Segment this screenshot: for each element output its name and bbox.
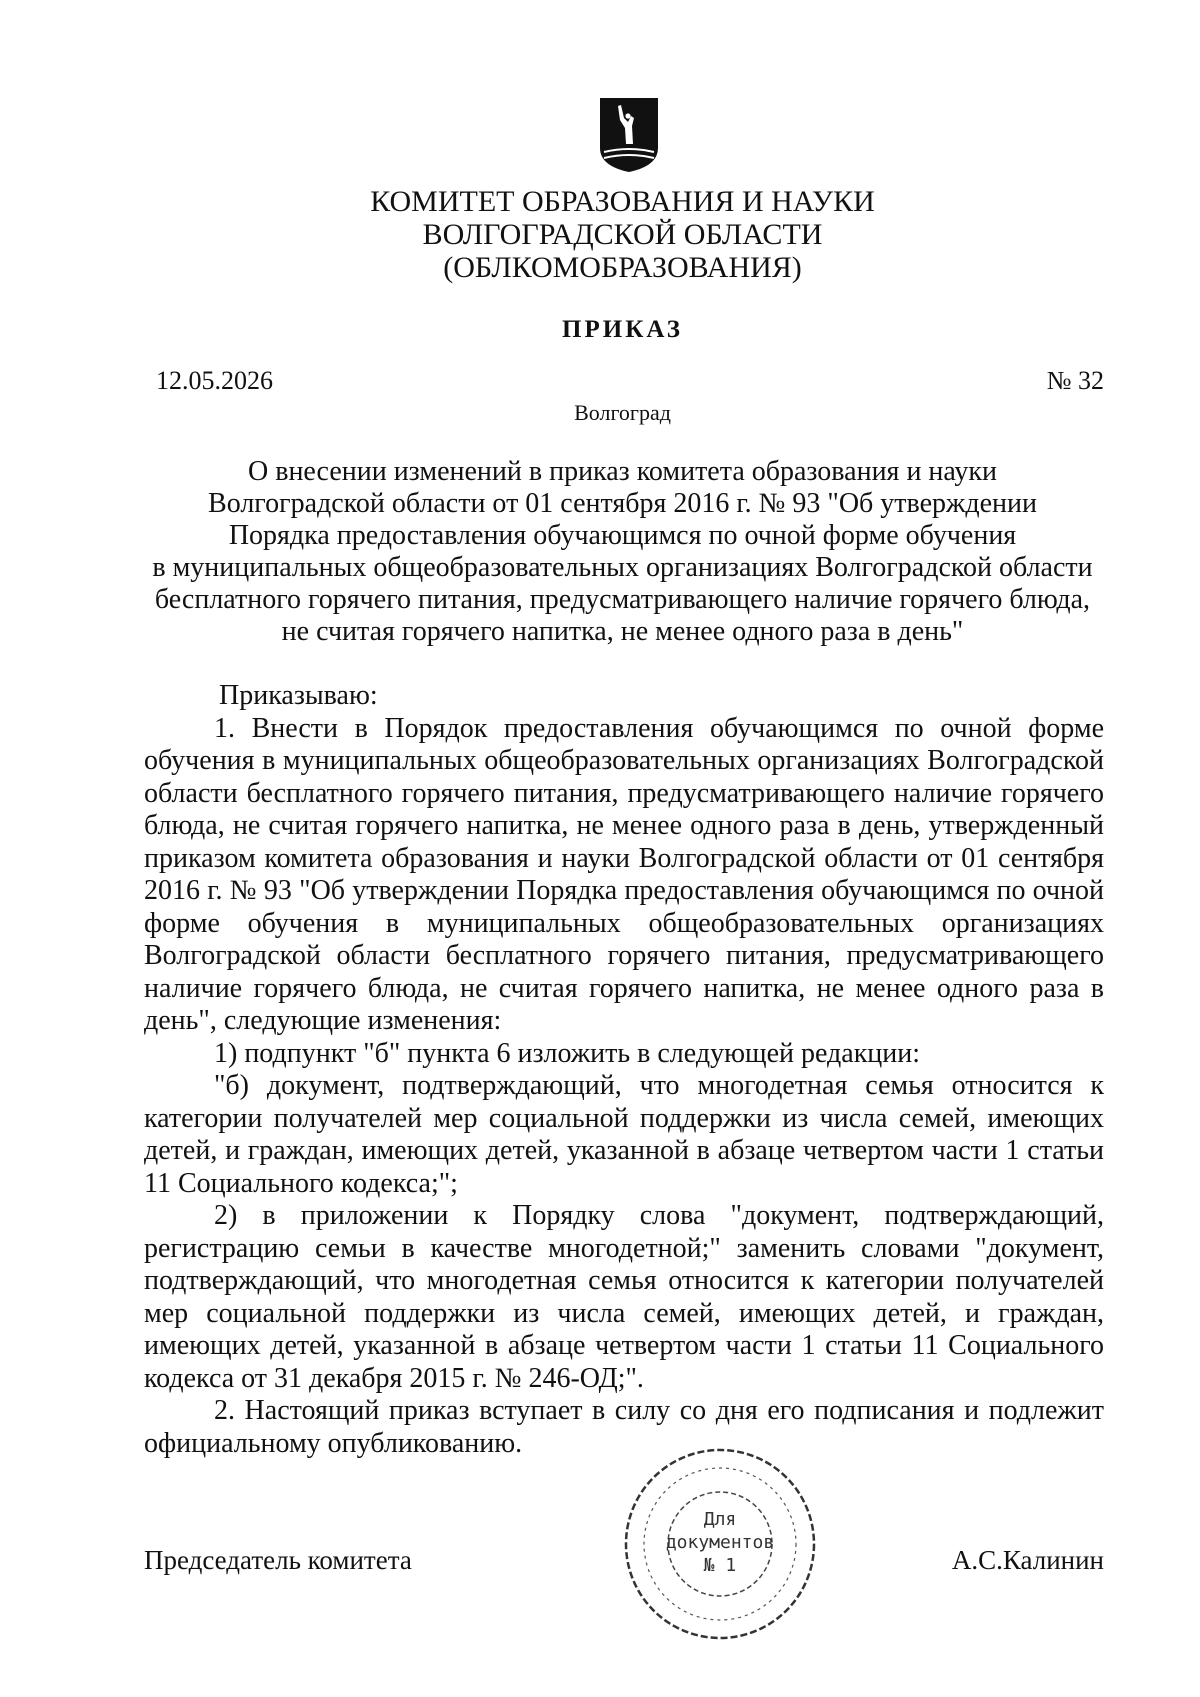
title-line: в муниципальных общеобразовательных организациях Волгоградской области <box>152 552 1093 583</box>
order-intro: Приказываю: <box>219 680 378 711</box>
signatory-role: Председатель комитета <box>144 1545 412 1575</box>
stamp-line: Для <box>703 1509 737 1530</box>
document-title <box>130 456 1115 648</box>
org-line: (ОБЛКОМОБРАЗОВАНИЯ) <box>443 251 802 284</box>
title-line: не считая горячего напитка, не менее одного раза в день" <box>281 616 964 647</box>
official-stamp <box>620 1445 820 1643</box>
stamp-line: № 1 <box>703 1555 737 1576</box>
document-city: Волгоград <box>574 400 671 425</box>
paragraph: 2. Настоящий приказ вступает в силу со дня его подписания и подлежит официальному опубликованию. <box>144 1395 1104 1459</box>
paragraph: 2) в приложении к Порядку слова "документ, подтверждающий, регистрацию семьи в качестве многодетной;" заменить словами "документ, подтверждающий, что многодетная семья относится к категории получателей мер социальной поддержки из числа семей, имеющих детей, и граждан, имеющих детей, указанной в абзаце четвертом части 1 статьи 11 Социального кодекса от 31 декабря 2015 г. № 246-ОД;". <box>144 1200 1104 1394</box>
title-line: Волгоградской области от 01 сентября 2016 г. № 93 "Об утверждении <box>208 488 1037 519</box>
paragraph: 1. Внести в Порядок предоставления обучающимся по очной форме обучения в муниципальных общеобразовательных организациях Волгоградской области бесплатного горячего питания, предусматривающего наличие горячего блюда, не считая горячего напитка, не менее одного раза в день, утвержденный приказом комитета образования и науки Волгоградской области от 01 сентября 2016 г. № 93 "Об утверждении Порядка предоставления обучающимся по очной форме обучения в муниципальных общеобразовательных организациях Волгоградской области бесплатного горячего питания, предусматривающего наличие горячего блюда, не считая горячего напитка, не менее одного раза в день", следующие изменения: <box>144 712 1104 1036</box>
document-date: 12.05.2026 <box>156 366 273 395</box>
paragraph: 1) подпункт "б" пункта 6 изложить в следующей редакции: <box>214 1037 921 1069</box>
title-line: О внесении изменений в приказ комитета образования и науки <box>248 456 997 487</box>
title-line: Порядка предоставления обучающимся по очной форме обучения <box>228 520 1017 551</box>
signatory-name: А.С.Калинин <box>951 1545 1104 1575</box>
org-line: ВОЛГОГРАДСКОЙ ОБЛАСТИ <box>422 218 823 251</box>
document-body <box>144 680 1104 1460</box>
title-line: бесплатного горячего питания, предусматривающего наличие горячего блюда, <box>154 584 1091 615</box>
paragraph: "б) документ, подтверждающий, что многодетная семья относится к категории получателей мер социальной поддержки из числа семей, имеющих детей, и граждан, имеющих детей, указанной в абзаце четвертом части 1 статьи 11 Социального кодекса;"; <box>144 1070 1104 1199</box>
document-number: № 32 <box>1046 366 1104 395</box>
stamp-line: документов <box>665 1532 775 1553</box>
coat-of-arms-icon <box>598 96 660 174</box>
organization-name <box>0 185 1200 284</box>
org-line: КОМИТЕТ ОБРАЗОВАНИЯ И НАУКИ <box>370 185 875 218</box>
document-type: ПРИКАЗ <box>562 316 683 343</box>
